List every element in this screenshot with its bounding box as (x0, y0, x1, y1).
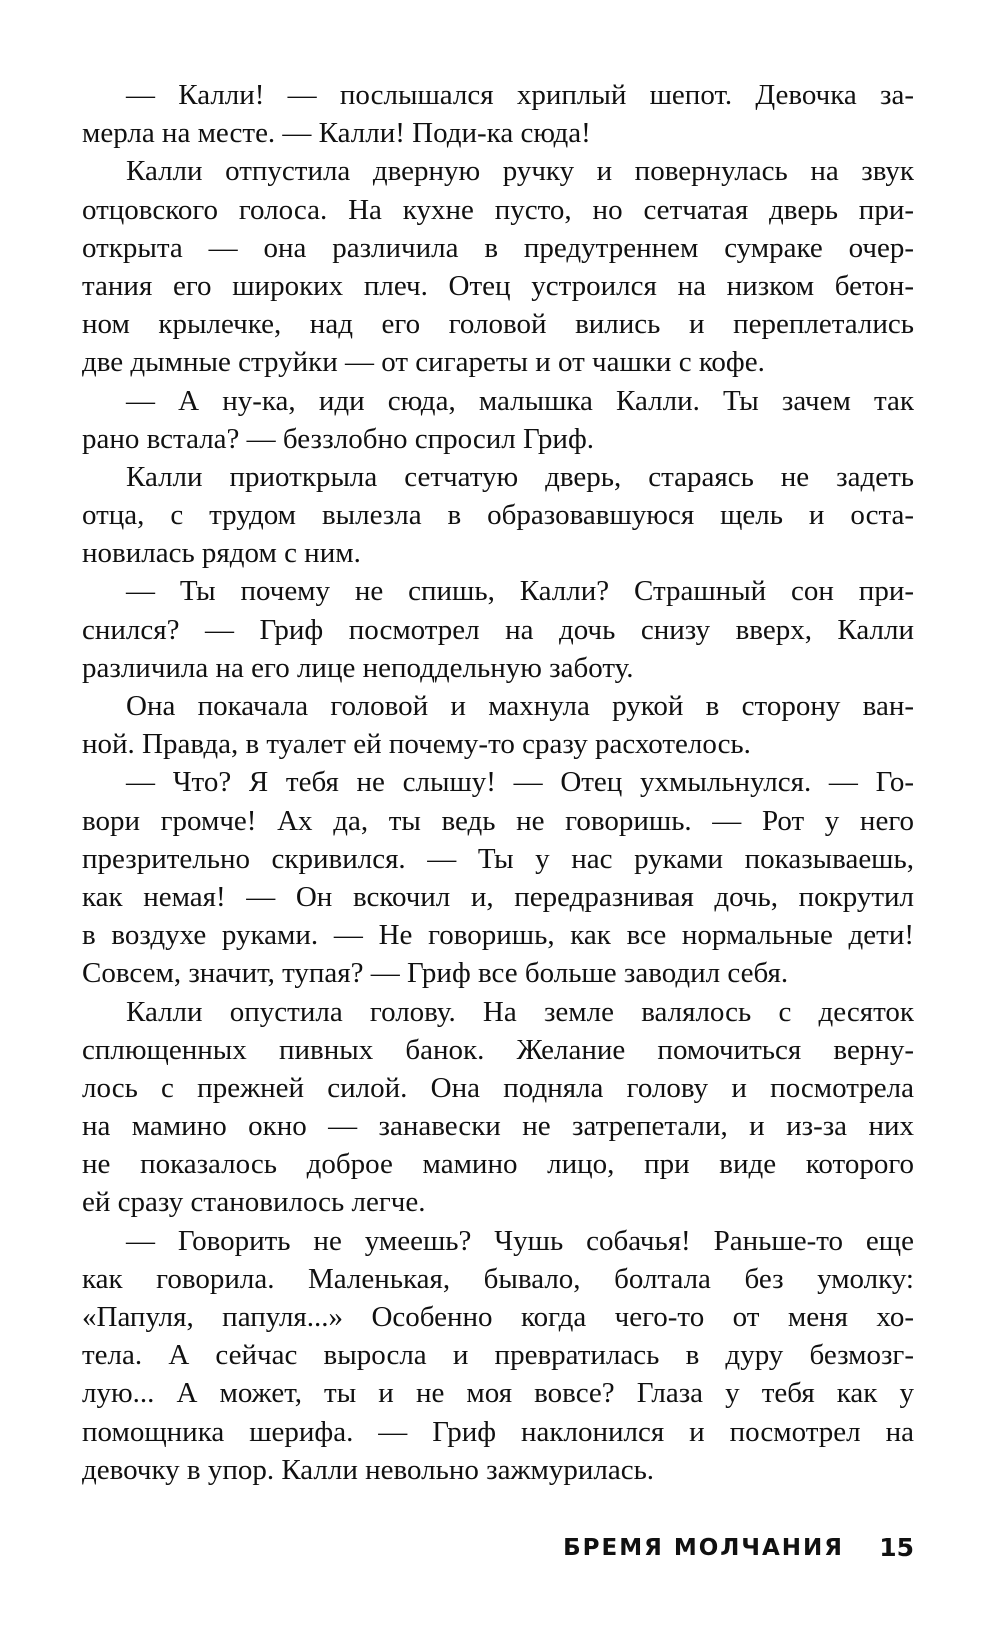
text-line: как говорила. Маленькая, бывало, болтала без умолку: (82, 1262, 914, 1295)
text-line: презрительно скривился. — Ты у нас руками показываешь, (82, 842, 914, 875)
page-footer (560, 1528, 914, 1568)
text-line: отца, с трудом вылезла в образовавшуюся щель и оста- (82, 499, 914, 532)
text-line: ном крылечке, над его головой вились и переплетались (82, 308, 914, 341)
text-line: Совсем, значит, тупая? — Гриф все больше заводил себя. (82, 957, 789, 990)
text-line: не показалось доброе мамино лицо, при виде которого (82, 1148, 914, 1181)
text-line: на мамино окно — занавески не затрепетали, и из-за них (82, 1110, 914, 1143)
text-line: две дымные струйки — от сигареты и от чашки с кофе. (82, 346, 765, 379)
text-line: рано встала? — беззлобно спросил Гриф. (82, 422, 594, 455)
body-text (82, 76, 914, 1489)
text-line: тания его широких плеч. Отец устроился на низком бетон- (82, 269, 914, 302)
text-line: Калли приоткрыла сетчатую дверь, стараясь не задеть (126, 460, 914, 493)
text-line: как немая! — Он вскочил и, передразнивая дочь, покрутил (82, 880, 914, 913)
text-line: девочку в упор. Калли невольно зажмурилась. (82, 1453, 655, 1486)
text-line: лось с прежней силой. Она подняла голову и посмотрела (82, 1071, 914, 1104)
text-line: различила на его лице неподдельную заботу. (82, 651, 634, 684)
page-number: 15 (879, 1533, 914, 1562)
text-line: ей сразу становилось легче. (82, 1186, 426, 1219)
text-line: сплющенных пивных банок. Желание помочиться верну- (82, 1033, 914, 1066)
text-line: — Ты почему не спишь, Калли? Страшный сон при- (126, 575, 914, 608)
running-title: БРЕМЯ МОЛЧАНИЯ (563, 1535, 844, 1561)
text-line: — Говорить не умеешь? Чушь собачья! Раньше-то еще (126, 1224, 914, 1257)
text-line: лую... А может, ты и не моя вовсе? Глаза у тебя как у (82, 1377, 914, 1410)
text-line: Калли отпустила дверную ручку и повернулась на звук (126, 155, 914, 188)
text-line: Калли опустила голову. На земле валялось с десяток (126, 995, 914, 1028)
text-line: отцовского голоса. На кухне пусто, но сетчатая дверь при- (82, 193, 914, 226)
text-line: вори громче! Ах да, ты ведь не говоришь. — Рот у него (82, 804, 914, 837)
text-line: новилась рядом с ним. (82, 537, 361, 570)
text-line: — Что? Я тебя не слышу! — Отец ухмыльнулся. — Го- (126, 766, 914, 799)
text-line: ной. Правда, в туалет ей почему-то сразу расхотелось. (82, 728, 751, 761)
text-line: тела. А сейчас выросла и превратилась в дуру безмозг- (82, 1339, 914, 1372)
text-line: — Калли! — послышался хриплый шепот. Девочка за- (126, 79, 914, 111)
text-line: открыта — она различила в предутреннем сумраке очер- (82, 231, 914, 264)
text-line: мерла на месте. — Калли! Поди-ка сюда! (82, 117, 591, 150)
text-line: снился? — Гриф посмотрел на дочь снизу вверх, Калли (82, 613, 914, 646)
text-line: — А ну-ка, иди сюда, малышка Калли. Ты зачем так (126, 384, 914, 417)
text-line: в воздухе руками. — Не говоришь, как все нормальные дети! (82, 919, 914, 952)
text-line: Она покачала головой и махнула рукой в сторону ван- (126, 690, 914, 722)
text-line: «Папуля, папуля...» Особенно когда чего-то от меня хо- (82, 1301, 914, 1333)
text-line: помощника шерифа. — Гриф наклонился и посмотрел на (82, 1415, 914, 1448)
